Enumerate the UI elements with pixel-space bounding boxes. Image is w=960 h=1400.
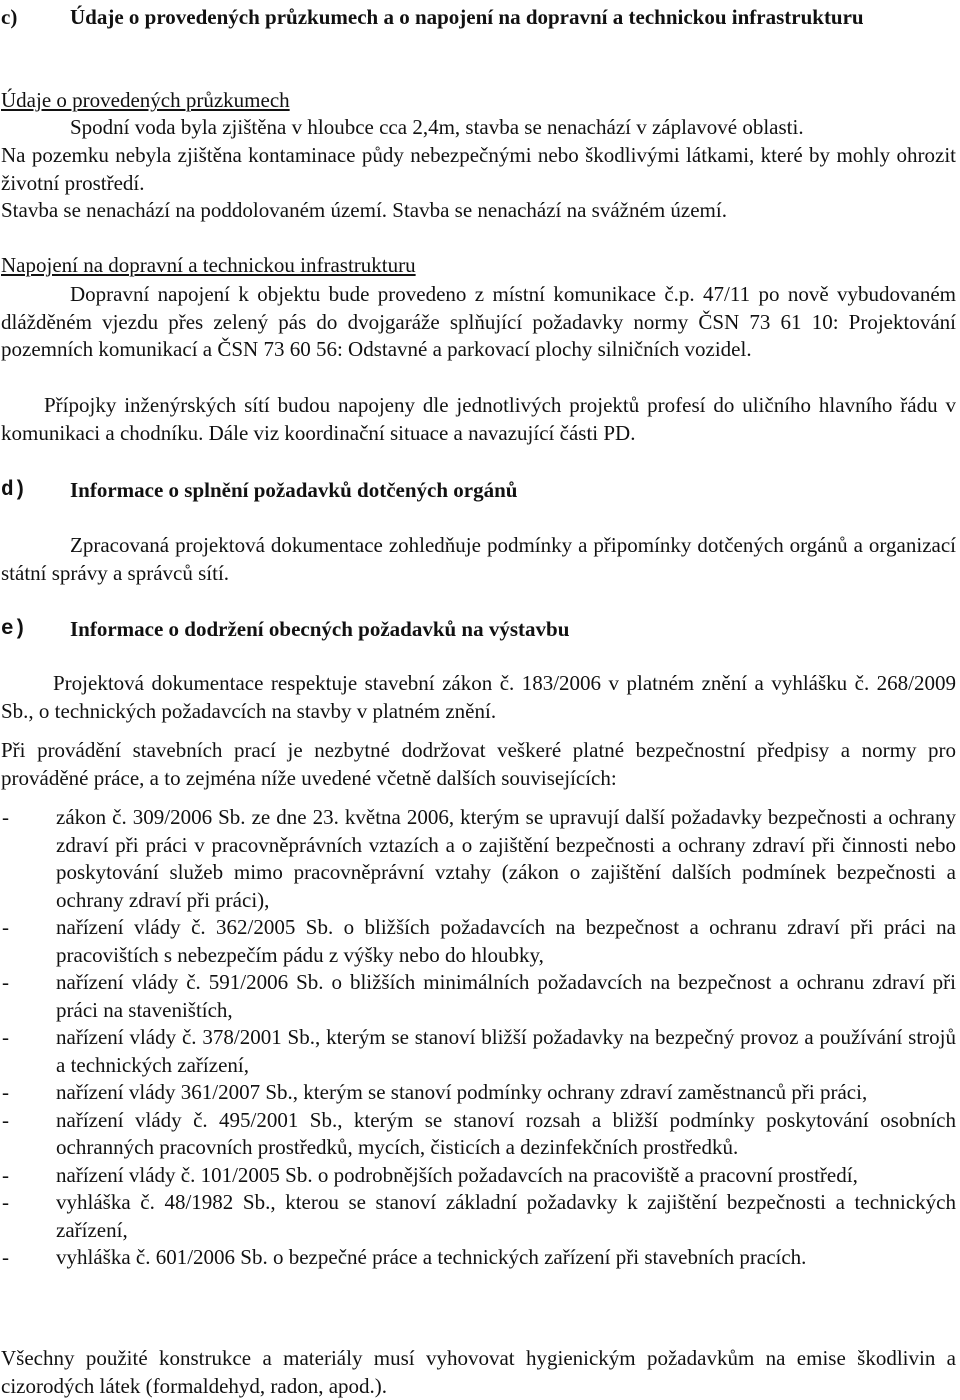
list-item-text: vyhláška č. 48/1982 Sb., kterou se stanoví základní požadavky k zajištění bezpečnosti a technických zařízení, bbox=[56, 1190, 956, 1242]
section-c-title: Údaje o provedených průzkumech a o napojení na dopravní a technickou infrastrukturu bbox=[70, 5, 864, 29]
hygiene-requirements-paragraph: Všechny použité konstrukce a materiály musí vyhovovat hygienickým požadavkům na emise škodlivin a cizorodých látek (formaldehyd, radon, apod.). bbox=[1, 1346, 956, 1398]
list-item-text: nařízení vlády č. 362/2005 Sb. o bližších požadavcích na bezpečnost a ochranu zdraví při práci na pracovištích s nebezpečím pádu z výšky nebo do hloubky, bbox=[56, 915, 956, 967]
undermined-area-paragraph: Stavba se nenachází na poddolovaném území. Stavba se nenachází na svážném území. bbox=[1, 198, 727, 222]
list-item-text: nařízení vlády 361/2007 Sb., kterým se stanoví podmínky ochrany zdraví zaměstnanců při práci, bbox=[56, 1080, 868, 1104]
section-d-title: Informace o splnění požadavků dotčených orgánů bbox=[70, 478, 518, 502]
list-dash: - bbox=[2, 1107, 9, 1132]
list-item-text: zákon č. 309/2006 Sb. ze dne 23. května 2006, kterým se upravují další požadavky bezpečnosti a ochrany zdraví při práci v pracovněprávních vztazích a o zajištění bezpečnosti a ochrany zdraví při činnosti nebo poskytování služeb mimo pracovněprávní vztahy (zákon o zajištění dalších podmínek bezpečnosti a ochrany zdraví při práci), bbox=[56, 805, 956, 912]
subsection-infrastructure-title: Napojení na dopravní a technickou infrastrukturu bbox=[1, 253, 416, 277]
list-item bbox=[1, 969, 956, 1024]
list-item bbox=[1, 1244, 956, 1272]
list-dash: - bbox=[2, 1190, 9, 1214]
list-dash: - bbox=[2, 915, 9, 939]
safety-regulations-intro: Při provádění stavebních prací je nezbytné dodržovat veškeré platné bezpečnostní předpisy a normy pro prováděné práce, a to zejména níže uvedené včetně dalších souvisejících: bbox=[1, 738, 956, 790]
list-item bbox=[1, 1189, 956, 1244]
list-item-text: nařízení vlády č. 591/2006 Sb. o bližších minimálních požadavcích na bezpečnost a ochranu zdraví při práci na staveništích, bbox=[56, 970, 956, 1022]
subsection-surveys-title: Údaje o provedených průzkumech bbox=[1, 88, 290, 112]
list-item bbox=[1, 1107, 956, 1162]
groundwater-paragraph: Spodní voda byla zjištěna v hloubce cca 2,4m, stavba se nenachází v záplavové oblasti. bbox=[70, 115, 804, 139]
list-dash: - bbox=[2, 805, 9, 829]
regulations-list bbox=[1, 804, 956, 1272]
list-dash: - bbox=[2, 1025, 9, 1049]
building-law-paragraph: Projektová dokumentace respektuje stavební zákon č. 183/2006 v platném znění a vyhlášku č. 268/2009 Sb., o technických požadavcích na stavby v platném znění. bbox=[1, 671, 956, 723]
list-item-text: nařízení vlády č. 378/2001 Sb., kterým se stanoví bližší požadavky na bezpečný provoz a používání strojů a technických zařízení, bbox=[56, 1025, 956, 1077]
list-item-text: nařízení vlády č. 495/2001 Sb., kterým se stanoví rozsah a bližší podmínky poskytování osobních ochranných pracovních prostředků, mycích, čisticích a dezinfekčních prostředků. bbox=[56, 1107, 956, 1159]
list-dash: - bbox=[2, 1245, 9, 1269]
authorities-paragraph: Zpracovaná projektová dokumentace zohledňuje podmínky a připomínky dotčených orgánů a organizací státní správy a správců sítí. bbox=[1, 533, 956, 585]
list-dash: - bbox=[2, 1080, 9, 1104]
contamination-paragraph: Na pozemku nebyla zjištěna kontaminace půdy nebezpečnými nebo škodlivými látkami, které by mohly ohrozit životní prostředí. bbox=[1, 143, 956, 195]
list-item bbox=[1, 804, 956, 914]
section-e-letter: e) bbox=[1, 618, 27, 641]
list-item bbox=[1, 1079, 956, 1107]
list-item bbox=[1, 914, 956, 969]
list-item-text: vyhláška č. 601/2006 Sb. o bezpečné práce a technických zařízení při stavebních pracích. bbox=[56, 1245, 807, 1269]
list-item bbox=[1, 1162, 956, 1190]
traffic-connection-paragraph: Dopravní napojení k objektu bude provedeno z místní komunikace č.p. 47/11 po nově vybudovaném dlážděném vjezdu přes zelený pás do dvojgaráže splňující požadavky normy ČSN 73 61 10: Projektování pozemních komunikací a ČSN 73 60 56: Odstavné a parkovací plochy silničních vozidel. bbox=[1, 282, 956, 361]
list-dash: - bbox=[2, 970, 9, 994]
list-item bbox=[1, 1024, 956, 1079]
section-d-letter: d) bbox=[1, 479, 27, 502]
list-item-text: nařízení vlády č. 101/2005 Sb. o podrobnějších požadavcích na pracoviště a pracovní prostředí, bbox=[56, 1162, 858, 1187]
list-dash: - bbox=[2, 1162, 9, 1187]
section-e-title: Informace o dodržení obecných požadavků na výstavbu bbox=[70, 617, 570, 641]
utility-connections-paragraph: Přípojky inženýrských sítí budou napojeny dle jednotlivých projektů profesí do uličního hlavního řádu v komunikaci a chodníku. Dále viz koordinační situace a navazující části PD. bbox=[1, 393, 956, 445]
section-c-letter: c) bbox=[1, 5, 18, 29]
